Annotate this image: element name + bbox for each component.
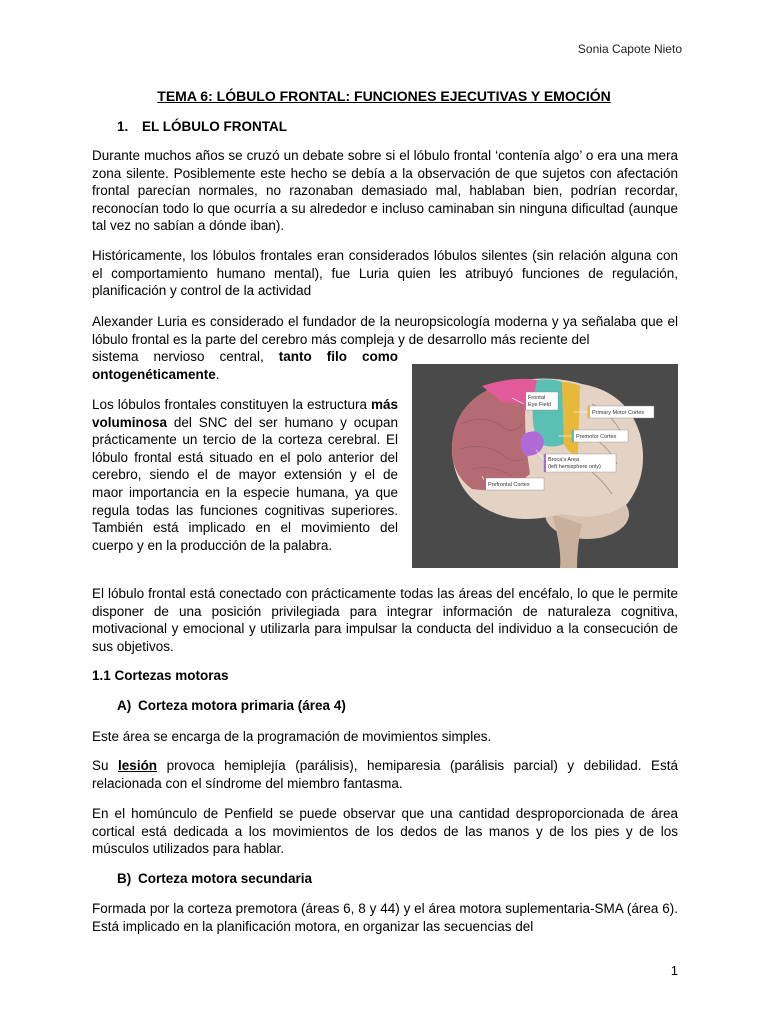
bold-text: más voluminosa <box>92 397 398 430</box>
text-span: Su <box>92 758 109 773</box>
subsection-heading-text: Corteza motora primaria (área 4) <box>138 698 346 713</box>
bold-underlined-text: lesión <box>118 758 158 773</box>
text-span: sistema nervioso central, <box>92 349 264 364</box>
paragraph-secondary-motor: Formada por la corteza premotora (áreas 6, 8 y 44) y el área motora suplementaria-SMA (área 6). Está implicado en la planificación motora, en organizar las secuencias del <box>92 901 678 934</box>
label-text: (left hemisphere only) <box>548 464 601 470</box>
paragraph-connections: El lóbulo frontal está conectado con prácticamente todas las áreas del encéfalo, lo que le permite disponer de una posición privilegiada para integrar información de naturaleza cognitiva, motivacional y emocional y utilizarla para impulsar la conducta del individuo a la consecución de sus objetivos. <box>92 586 678 654</box>
text-span: provoca hemiplejía (parálisis), hemiparesia (parálisis parcial) y debilidad. Está relacionada con el síndrome del miembro fantasma. <box>92 758 678 791</box>
subsection-heading: 1.1 Cortezas motoras <box>92 668 229 683</box>
label-text: Frontal <box>528 395 546 401</box>
label-text: Eye Field <box>528 402 551 408</box>
text-span: Los lóbulos frontales constituyen la estructura <box>92 397 367 412</box>
paragraph-primary-motor: Este área se encarga de la programación de movimientos simples. <box>92 729 492 744</box>
paragraph-luria-cont <box>92 348 398 383</box>
paragraph-history: Históricamente, los lóbulos frontales eran considerados lóbulos silentes (sin relación alguna con el comportamiento humano mental), fue Luria quien les atribuyó funciones de regulación, planificación y control de la actividad <box>92 248 678 299</box>
section-heading-text: EL LÓBULO FRONTAL <box>142 119 287 134</box>
text-span: del SNC del ser humano y ocupan prácticamente un tercio de la corteza cerebral. El lóbulo frontal está situado en el polo anterior del cerebro, siendo el de mayor extensión y el de maor importancia en la especie humana, ya que regula todas las funciones cognitivas superiores. También está implicado en el movimiento del cuerpo y en la producción de la palabra. <box>92 414 398 553</box>
subsubsection-heading-b <box>117 871 312 886</box>
paragraph-intro: Durante muchos años se cruzó un debate sobre si el lóbulo frontal ‘contenía algo’ o era una mera zona silente. Posiblemente este hecho se debía a la observación de que sujetos con afectación frontal parecían normales, no razonaban demasiado mal, hablaban bien, podrían recordar, reconocían todo lo que ocurría a su alrededor e incluso caminaban sin ninguna dificultad (aunque tal vez no sabían a dónde iban). <box>92 148 678 234</box>
subsubsection-heading-a <box>117 698 346 713</box>
label-text: Primary Motor Cortex <box>592 410 645 416</box>
header-author: Sonia Capote Nieto <box>577 42 682 56</box>
paragraph-volume <box>92 396 398 554</box>
subsection-letter: B) <box>117 871 132 886</box>
section-number: 1. <box>117 119 129 134</box>
document-title: TEMA 6: LÓBULO FRONTAL: FUNCIONES EJECUTIVAS Y EMOCIÓN <box>157 88 611 104</box>
label-text: Broca's Area <box>548 457 580 463</box>
label-text: Premotor Cortex <box>576 434 617 440</box>
subsection-heading-text: Corteza motora secundaria <box>138 871 313 886</box>
bold-text: tanto filo como ontogenéticamente <box>92 349 398 382</box>
brain-figure <box>412 364 678 568</box>
text-span: . <box>215 366 220 382</box>
paragraph-luria: Alexander Luria es considerado el fundador de la neuropsicología moderna y ya señalaba que el lóbulo frontal es la parte del cerebro más compleja y de desarrollo más reciente del <box>92 314 678 347</box>
paragraph-homunculus: En el homúnculo de Penfield se puede observar que una cantidad desproporcionada de área cortical está dedicada a los movimientos de los dedos de las manos y de los pies y de los músculos utilizados para hablar. <box>92 806 678 857</box>
label-prefrontal-cortex <box>482 476 544 490</box>
subsection-letter: A) <box>117 698 132 713</box>
brain-illustration <box>412 364 678 568</box>
page-number: 1 <box>670 963 678 978</box>
section-heading <box>117 119 287 134</box>
paragraph-lesion <box>92 757 678 792</box>
label-text: Prefrontal Cortex <box>488 482 530 488</box>
